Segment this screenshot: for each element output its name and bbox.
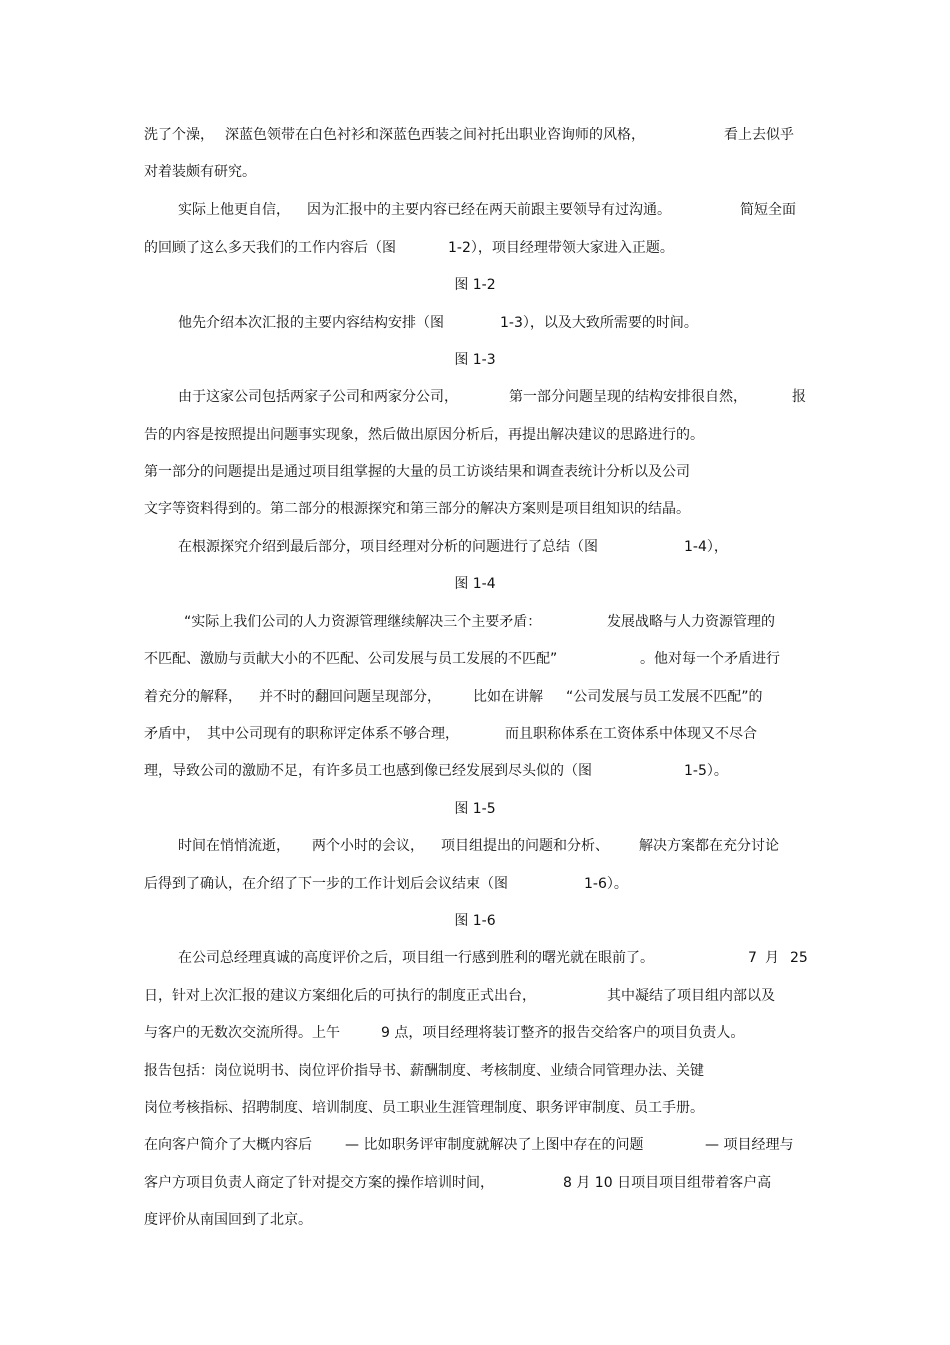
text-segment: 比如在讲解 [473,689,543,705]
text-segment: 25 [790,950,808,966]
paragraph-line [0,497,950,521]
text-segment: 1-2），项目经理带领大家进入正题。 [448,240,674,256]
paragraph-line [0,610,950,634]
text-segment: 实际上他更自信， [178,202,290,218]
paragraph-line [0,834,950,858]
text-segment: 后得到了确认，在介绍了下一步的工作计划后会议结束（图 [144,876,508,892]
paragraph-line [0,946,950,970]
text-segment: 1-6）。 [584,876,628,892]
text-segment: 告的内容是按照提出问题事实现象，然后做出原因分析后，再提出解决建议的思路进行的。 [144,427,704,443]
figure-caption: 图 1-2 [454,277,496,293]
text-segment: 时间在悄悄流逝， [178,838,290,854]
text-segment: 洗了个澡， [144,127,214,143]
text-segment: 在公司总经理真诚的高度评价之后，项目组一行感到胜利的曙光就在眼前了。 [178,950,654,966]
text-segment: 其中凝结了项目组内部以及 [607,988,775,1004]
figure-caption: 图 1-5 [454,801,496,817]
text-segment: 与客户的无数次交流所得。上午 [144,1025,340,1041]
text-segment: 报告包括：岗位说明书、岗位评价指导书、薪酬制度、考核制度、业绩合同管理办法、关键 [144,1063,704,1079]
text-segment: 。他对每一个矛盾进行 [640,651,780,667]
paragraph-line [0,1096,950,1120]
paragraph-line [0,460,950,484]
text-segment: 两个小时的会议， [312,838,424,854]
text-segment: 发展战略与人力资源管理的 [607,614,775,630]
text-segment: 对着装颇有研究。 [144,164,256,180]
text-segment: 项目组提出的问题和分析、 [441,838,609,854]
paragraph-line [0,198,950,222]
paragraph-line [0,722,950,746]
paragraph-line [0,1021,950,1045]
paragraph-line [0,647,950,671]
text-segment: 月 [765,950,779,966]
text-segment: 第一部分问题呈现的结构安排很自然， [509,389,747,405]
text-segment: 1-4）， [684,539,728,555]
paragraph-line [0,759,950,783]
figure-caption: 图 1-4 [454,576,496,592]
paragraph-line [0,1171,950,1195]
text-segment: 而且职称体系在工资体系中体现又不尽合 [505,726,757,742]
text-segment: 因为汇报中的主要内容已经在两天前跟主要领导有过沟通。 [307,202,671,218]
text-segment: 在向客户简介了大概内容后 [144,1137,312,1153]
paragraph-line [0,423,950,447]
text-segment: 着充分的解释， [144,689,242,705]
text-segment: 第一部分的问题提出是通过项目组掌握的大量的员工访谈结果和调查表统计分析以及公司 [144,464,690,480]
text-segment: 解决方案都在充分讨论 [639,838,779,854]
text-segment: 7 [748,950,757,966]
text-segment: 看上去似乎 [724,127,794,143]
figure-caption: 图 1-6 [454,913,496,929]
paragraph-line [0,160,950,184]
paragraph-line [0,872,950,896]
text-segment: 简短全面 [740,202,796,218]
paragraph-line [0,685,950,709]
text-segment: “公司发展与员工发展不匹配”的 [566,689,763,705]
paragraph-line [0,123,950,147]
paragraph-line [0,236,950,260]
text-segment: — 项目经理与 [705,1137,794,1153]
text-segment: 他先介绍本次汇报的主要内容结构安排（图 [178,315,444,331]
text-segment: 由于这家公司包括两家子公司和两家分公司， [178,389,458,405]
paragraph-line [0,535,950,559]
text-segment: 度评价从南国回到了北京。 [144,1212,312,1228]
text-segment: 8 月 10 日项目项目组带着客户高 [563,1175,772,1191]
text-segment: 其中公司现有的职称评定体系不够合理， [207,726,459,742]
paragraph-line [0,1208,950,1232]
paragraph-line [0,984,950,1008]
text-segment: 在根源探究介绍到最后部分，项目经理对分析的问题进行了总结（图 [178,539,598,555]
text-segment: 深蓝色领带在白色衬衫和深蓝色西装之间衬托出职业咨询师的风格， [225,127,645,143]
text-segment: 报 [792,389,806,405]
text-segment: “实际上我们公司的人力资源管理继续解决三个主要矛盾： [184,614,542,630]
text-segment: 9 点，项目经理将装订整齐的报告交给客户的项目负责人。 [381,1025,745,1041]
text-segment: 日，针对上次汇报的建议方案细化后的可执行的制度正式出台， [144,988,536,1004]
text-segment: 理，导致公司的激励不足，有许多员工也感到像已经发展到尽头似的（图 [144,763,592,779]
text-segment: 客户方项目负责人商定了针对提交方案的操作培训时间， [144,1175,494,1191]
paragraph-line [0,1133,950,1157]
text-segment: 1-3），以及大致所需要的时间。 [500,315,698,331]
figure-caption: 图 1-3 [454,352,496,368]
text-segment: — 比如职务评审制度就解决了上图中存在的问题 [345,1137,644,1153]
text-segment: 不匹配、激励与贡献大小的不匹配、公司发展与员工发展的不匹配” [144,651,558,667]
paragraph-line [0,385,950,409]
paragraph-line [0,1059,950,1083]
text-segment: 岗位考核指标、招聘制度、培训制度、员工职业生涯管理制度、职务评审制度、员工手册。 [144,1100,704,1116]
text-segment: 文字等资料得到的。第二部分的根源探究和第三部分的解决方案则是项目组知识的结晶。 [144,501,690,517]
text-segment: 并不时的翻回问题呈现部分， [259,689,441,705]
text-segment: 的回顾了这么多天我们的工作内容后（图 [144,240,396,256]
text-segment: 矛盾中， [144,726,200,742]
paragraph-line [0,311,950,335]
text-segment: 1-5）。 [684,763,728,779]
